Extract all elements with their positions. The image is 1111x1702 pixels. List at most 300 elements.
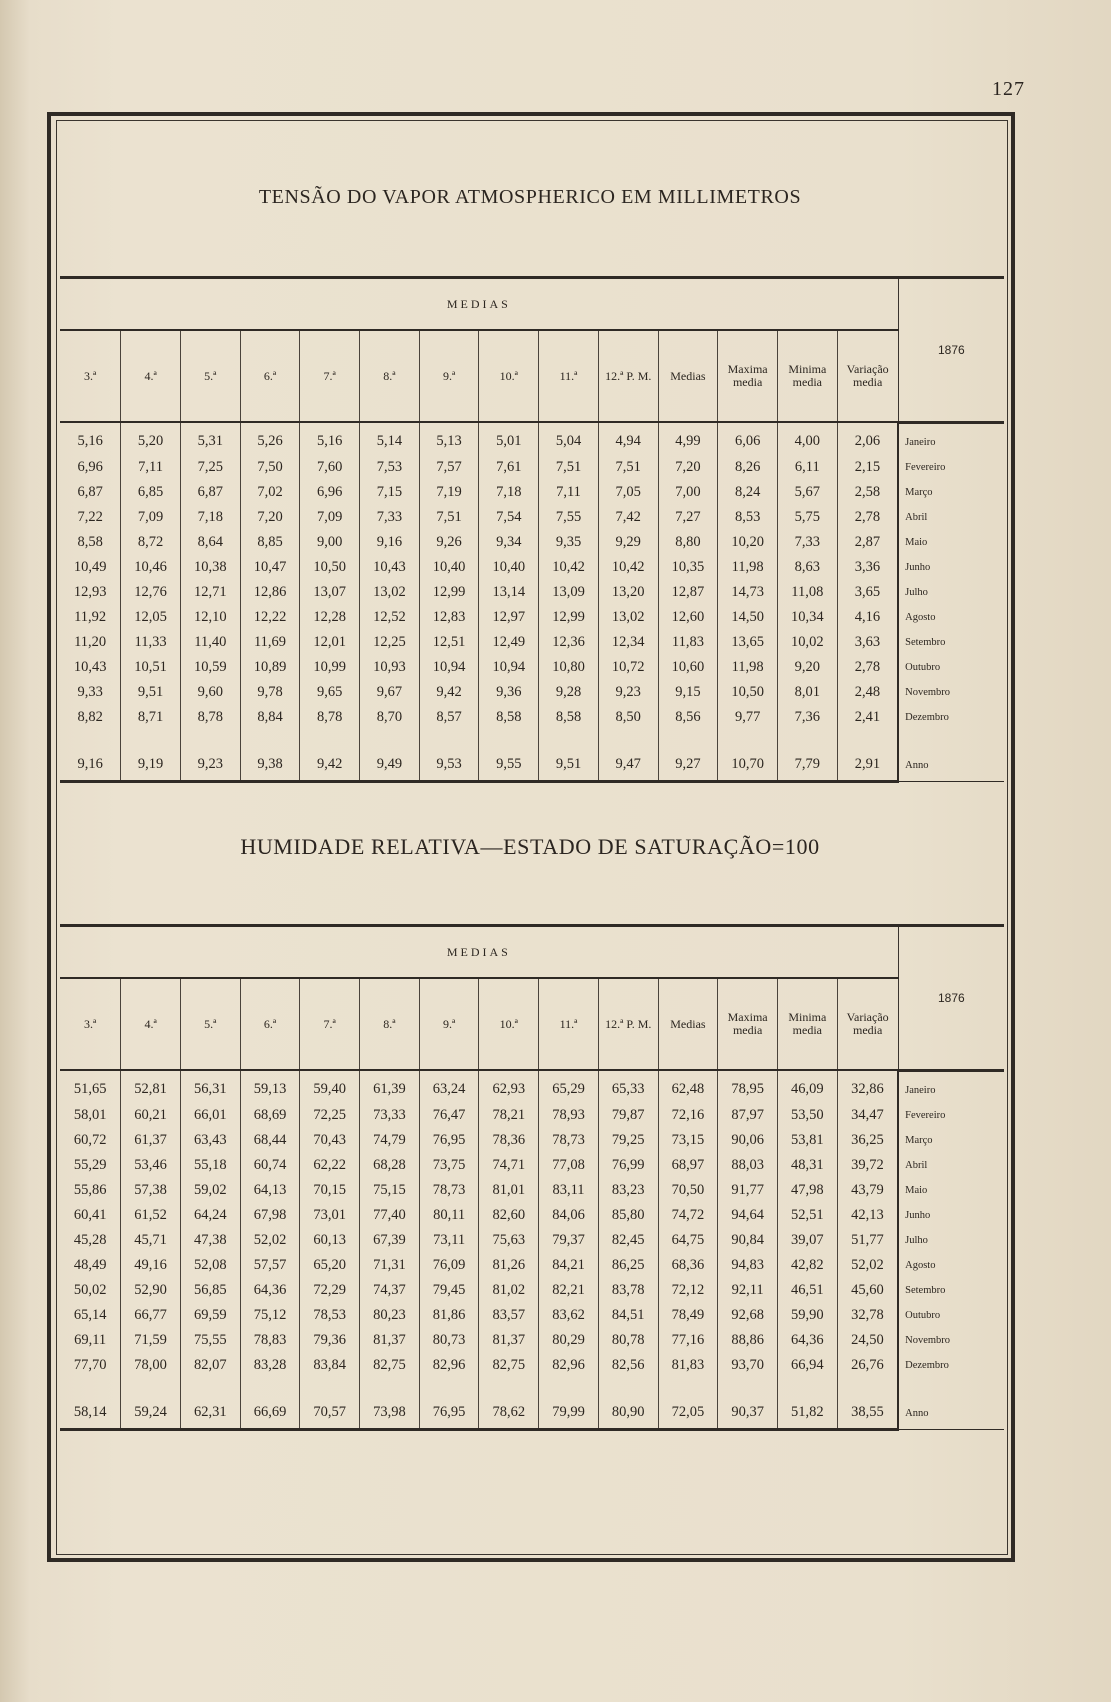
table-row [60, 555, 1004, 580]
month-label: Fevereiro [898, 455, 1004, 480]
table-cell: 82,96 [419, 1353, 479, 1378]
table-cell: 9,33 [77, 683, 103, 700]
table-cell: 9,78 [240, 680, 300, 705]
table-cell: 12,28 [300, 605, 360, 630]
table-cell: 7,53 [360, 455, 420, 480]
table-cell: 81,02 [479, 1278, 539, 1303]
table-cell: 2,91 [837, 750, 898, 782]
column-header: Minima media [777, 330, 837, 422]
table-cell: 8,57 [419, 705, 479, 730]
table-cell: 11,20 [74, 633, 107, 650]
table-cell: 76,47 [419, 1103, 479, 1128]
table-cell: 60,72 [73, 1131, 107, 1148]
annual-row [60, 750, 1004, 782]
table-cell: 68,44 [240, 1128, 300, 1153]
table-cell: 52,02 [837, 1253, 898, 1278]
table-cell: 51,82 [777, 1398, 837, 1430]
table-cell: 9,35 [539, 530, 599, 555]
table-cell: 74,37 [360, 1278, 420, 1303]
column-header: 7.ª [300, 978, 360, 1070]
table-cell: 6,06 [718, 422, 778, 455]
table-cell: 11,92 [74, 608, 107, 625]
table-cell: 60,41 [73, 1206, 107, 1223]
table-cell: 12,97 [479, 605, 539, 630]
table-cell: 7,11 [539, 480, 599, 505]
table-row [60, 1203, 1004, 1228]
table-cell: 70,57 [300, 1398, 360, 1430]
table-cell: 5,16 [77, 433, 103, 450]
table-cell: 10,02 [777, 630, 837, 655]
table-cell: 9,15 [658, 680, 718, 705]
month-label: Janeiro [898, 422, 1004, 455]
table-cell: 82,45 [598, 1228, 658, 1253]
table-cell: 66,77 [121, 1303, 181, 1328]
table-cell: 83,23 [598, 1178, 658, 1203]
table-cell: 92,68 [718, 1303, 778, 1328]
table-cell: 82,60 [479, 1203, 539, 1228]
table-row [60, 1278, 1004, 1303]
table-cell: 74,72 [658, 1203, 718, 1228]
table-cell: 46,51 [777, 1278, 837, 1303]
table-cell: 93,70 [718, 1353, 778, 1378]
column-header: 12.ª P. M. [598, 978, 658, 1070]
table-cell: 58,14 [60, 1398, 121, 1430]
medias-group-header: MEDIAS [60, 926, 898, 979]
table-cell: 9,20 [777, 655, 837, 680]
table-cell: 9,67 [360, 680, 420, 705]
table-cell: 61,52 [121, 1203, 181, 1228]
table-cell: 9,42 [300, 750, 360, 782]
table-cell: 7,18 [180, 505, 240, 530]
table-cell: 59,24 [121, 1398, 181, 1430]
table-cell: 76,09 [419, 1253, 479, 1278]
table-row [60, 1328, 1004, 1353]
table-cell: 5,16 [300, 422, 360, 455]
table-cell: 52,81 [121, 1070, 181, 1103]
table-cell: 77,40 [360, 1203, 420, 1228]
table-cell: 47,98 [777, 1178, 837, 1203]
table-cell: 12,86 [240, 580, 300, 605]
table-cell: 75,15 [360, 1178, 420, 1203]
table-cell: 73,33 [360, 1103, 420, 1128]
table-cell: 70,43 [300, 1128, 360, 1153]
table-cell: 9,16 [360, 530, 420, 555]
table-cell: 84,21 [539, 1253, 599, 1278]
table-cell: 83,28 [240, 1353, 300, 1378]
table-cell: 61,37 [121, 1128, 181, 1153]
table-cell: 48,31 [777, 1153, 837, 1178]
table-cell: 12,93 [73, 583, 107, 600]
table-cell: 91,77 [718, 1178, 778, 1203]
table-cell: 7,42 [598, 505, 658, 530]
table-cell: 3,65 [837, 580, 898, 605]
table-cell: 8,58 [479, 705, 539, 730]
table-row [60, 705, 1004, 730]
table-cell: 80,23 [360, 1303, 420, 1328]
table-cell: 5,31 [180, 422, 240, 455]
table-row [60, 605, 1004, 630]
table-cell: 10,99 [300, 655, 360, 680]
table-cell: 42,82 [777, 1253, 837, 1278]
table-cell: 78,73 [539, 1128, 599, 1153]
table-cell: 7,05 [598, 480, 658, 505]
table-cell: 47,38 [180, 1228, 240, 1253]
table-cell: 8,72 [121, 530, 181, 555]
month-label: Julho [898, 1228, 1004, 1253]
table-cell: 52,08 [180, 1253, 240, 1278]
table-cell: 81,37 [360, 1328, 420, 1353]
table-cell: 4,99 [658, 422, 718, 455]
table-cell: 38,55 [837, 1398, 898, 1430]
table-cell: 82,75 [360, 1353, 420, 1378]
table-cell: 8,64 [180, 530, 240, 555]
table-cell: 10,46 [121, 555, 181, 580]
table-cell: 6,87 [180, 480, 240, 505]
table-cell: 2,87 [837, 530, 898, 555]
table-cell: 77,70 [73, 1356, 107, 1373]
table-cell: 64,36 [240, 1278, 300, 1303]
table-cell: 56,31 [180, 1070, 240, 1103]
table-cell: 65,33 [598, 1070, 658, 1103]
table-cell: 7,61 [479, 455, 539, 480]
table-cell: 10,34 [777, 605, 837, 630]
annual-row [60, 1398, 1004, 1430]
table-cell: 7,50 [240, 455, 300, 480]
table-cell: 73,15 [658, 1128, 718, 1153]
column-header: 9.ª [419, 978, 479, 1070]
table-cell: 51,77 [837, 1228, 898, 1253]
table-cell: 5,26 [240, 422, 300, 455]
table-row [60, 1153, 1004, 1178]
table-cell: 90,84 [718, 1228, 778, 1253]
relative-humidity-title: HUMIDADE RELATIVA—ESTADO DE SATURAÇÃO=100 [240, 834, 820, 859]
column-header: Variação media [837, 330, 898, 422]
table-cell: 10,59 [180, 655, 240, 680]
table-cell: 13,07 [300, 580, 360, 605]
table-cell: 10,50 [300, 555, 360, 580]
table-cell: 10,94 [419, 655, 479, 680]
table-cell: 11,98 [718, 655, 778, 680]
table-cell: 9,60 [180, 680, 240, 705]
table-cell: 7,79 [777, 750, 837, 782]
table-cell: 73,11 [419, 1228, 479, 1253]
table-cell: 14,50 [718, 605, 778, 630]
table-cell: 46,09 [777, 1070, 837, 1103]
table-cell: 7,33 [777, 530, 837, 555]
table-cell: 12,87 [658, 580, 718, 605]
month-label: Março [898, 480, 1004, 505]
column-header: Medias [658, 978, 718, 1070]
table-row [60, 480, 1004, 505]
table-cell: 76,95 [419, 1128, 479, 1153]
table-cell: 55,29 [73, 1156, 107, 1173]
table-cell: 5,01 [479, 422, 539, 455]
month-label: Março [898, 1128, 1004, 1153]
table-cell: 12,25 [360, 630, 420, 655]
table-cell: 81,83 [658, 1353, 718, 1378]
table-cell: 8,58 [77, 533, 103, 550]
table-cell: 65,14 [73, 1306, 107, 1323]
table-cell: 13,65 [718, 630, 778, 655]
table-cell: 73,01 [300, 1203, 360, 1228]
table-cell: 81,37 [479, 1328, 539, 1353]
table-cell: 53,50 [777, 1103, 837, 1128]
table-cell: 12,76 [121, 580, 181, 605]
table-row [60, 1353, 1004, 1378]
table-cell: 79,45 [419, 1278, 479, 1303]
table-cell: 80,11 [419, 1203, 479, 1228]
column-header: 11.ª [539, 978, 599, 1070]
table-cell: 8,71 [121, 705, 181, 730]
table-cell: 8,58 [539, 705, 599, 730]
column-header: 4.ª [121, 978, 181, 1070]
table-cell: 68,28 [360, 1153, 420, 1178]
table-cell: 81,01 [479, 1178, 539, 1203]
month-label: Setembro [898, 1278, 1004, 1303]
table-cell: 9,51 [121, 680, 181, 705]
table-cell: 9,47 [598, 750, 658, 782]
column-header: 5.ª [180, 978, 240, 1070]
table-cell: 12,36 [539, 630, 599, 655]
table-cell: 69,11 [74, 1331, 107, 1348]
table-cell: 7,51 [539, 455, 599, 480]
table-cell: 9,26 [419, 530, 479, 555]
table-cell: 10,40 [479, 555, 539, 580]
table-cell: 13,14 [479, 580, 539, 605]
table-cell: 45,28 [73, 1231, 107, 1248]
month-label: Junho [898, 555, 1004, 580]
table-cell: 72,05 [658, 1398, 718, 1430]
table-cell: 6,96 [300, 480, 360, 505]
table-cell: 9,49 [360, 750, 420, 782]
table-cell: 7,11 [121, 455, 181, 480]
table-cell: 60,74 [240, 1153, 300, 1178]
table-cell: 4,16 [837, 605, 898, 630]
relative-humidity-table [60, 924, 1004, 1431]
table-cell: 2,78 [837, 655, 898, 680]
table-cell: 85,80 [598, 1203, 658, 1228]
table-cell: 12,99 [539, 605, 599, 630]
table-cell: 66,69 [240, 1398, 300, 1430]
table-cell: 75,63 [479, 1228, 539, 1253]
table-cell: 68,97 [658, 1153, 718, 1178]
table-cell: 39,72 [837, 1153, 898, 1178]
table-cell: 73,98 [360, 1398, 420, 1430]
table-cell: 81,26 [479, 1253, 539, 1278]
table-cell: 13,20 [598, 580, 658, 605]
table-cell: 64,36 [777, 1328, 837, 1353]
table-cell: 12,99 [419, 580, 479, 605]
table-cell: 3,36 [837, 555, 898, 580]
table-cell: 7,51 [419, 505, 479, 530]
table-row [60, 455, 1004, 480]
table-cell: 90,06 [718, 1128, 778, 1153]
table-cell: 53,46 [121, 1153, 181, 1178]
table-cell: 12,52 [360, 605, 420, 630]
table-cell: 80,78 [598, 1328, 658, 1353]
month-label: Setembro [898, 630, 1004, 655]
table-cell: 52,02 [240, 1228, 300, 1253]
table-cell: 32,78 [837, 1303, 898, 1328]
table-cell: 84,51 [598, 1303, 658, 1328]
month-label: Outubro [898, 1303, 1004, 1328]
table-cell: 79,36 [300, 1328, 360, 1353]
table-cell: 5,67 [777, 480, 837, 505]
medias-group-header: MEDIAS [60, 278, 898, 331]
table-cell: 11,08 [777, 580, 837, 605]
table-cell: 8,85 [240, 530, 300, 555]
month-label: Agosto [898, 605, 1004, 630]
table-cell: 55,18 [180, 1153, 240, 1178]
table-cell: 11,69 [240, 630, 300, 655]
table-cell: 12,34 [598, 630, 658, 655]
table-cell: 68,69 [240, 1103, 300, 1128]
table-cell: 10,47 [240, 555, 300, 580]
table-cell: 10,93 [360, 655, 420, 680]
table-cell: 57,57 [240, 1253, 300, 1278]
table-cell: 9,23 [180, 750, 240, 782]
table-cell: 59,90 [777, 1303, 837, 1328]
table-cell: 11,33 [121, 630, 181, 655]
table-cell: 9,53 [419, 750, 479, 782]
table-row [60, 580, 1004, 605]
table-cell: 75,55 [180, 1328, 240, 1353]
table-cell: 57,38 [121, 1178, 181, 1203]
column-header: 4.ª [121, 330, 181, 422]
table-row [60, 1303, 1004, 1328]
table-cell: 6,11 [777, 455, 837, 480]
table-cell: 73,75 [419, 1153, 479, 1178]
table-row [60, 1103, 1004, 1128]
table-cell: 71,31 [360, 1253, 420, 1278]
table-cell: 7,54 [479, 505, 539, 530]
table-cell: 70,50 [658, 1178, 718, 1203]
annual-label: Anno [898, 750, 1004, 782]
column-header: Maxima media [718, 330, 778, 422]
table-cell: 66,94 [777, 1353, 837, 1378]
table-cell: 26,76 [837, 1353, 898, 1378]
table-cell: 83,62 [539, 1303, 599, 1328]
table-cell: 83,78 [598, 1278, 658, 1303]
table-cell: 78,36 [479, 1128, 539, 1153]
table-cell: 7,25 [180, 455, 240, 480]
table-cell: 78,62 [479, 1398, 539, 1430]
table-cell: 9,38 [240, 750, 300, 782]
table-cell: 7,27 [658, 505, 718, 530]
table-cell: 10,80 [539, 655, 599, 680]
table-cell: 62,48 [658, 1070, 718, 1103]
table-cell: 8,50 [598, 705, 658, 730]
month-label: Abril [898, 1153, 1004, 1178]
table-cell: 13,09 [539, 580, 599, 605]
table-cell: 8,26 [718, 455, 778, 480]
table-cell: 34,47 [837, 1103, 898, 1128]
table-cell: 75,12 [240, 1303, 300, 1328]
table-cell: 79,25 [598, 1128, 658, 1153]
table-row [60, 1228, 1004, 1253]
table-cell: 10,42 [598, 555, 658, 580]
table-cell: 8,24 [718, 480, 778, 505]
table-cell: 6,87 [77, 483, 103, 500]
column-header: 9.ª [419, 330, 479, 422]
table-cell: 66,01 [180, 1103, 240, 1128]
month-label: Novembro [898, 1328, 1004, 1353]
table-cell: 9,55 [479, 750, 539, 782]
table-cell: 10,72 [598, 655, 658, 680]
table-cell: 42,13 [837, 1203, 898, 1228]
table-row [60, 1253, 1004, 1278]
table-cell: 94,83 [718, 1253, 778, 1278]
table-cell: 79,37 [539, 1228, 599, 1253]
month-label: Maio [898, 530, 1004, 555]
table-cell: 9,29 [598, 530, 658, 555]
table-cell: 78,95 [718, 1070, 778, 1103]
table-cell: 10,38 [180, 555, 240, 580]
table-cell: 9,34 [479, 530, 539, 555]
table-cell: 4,00 [777, 422, 837, 455]
month-label: Fevereiro [898, 1103, 1004, 1128]
column-header: 3.ª [60, 330, 121, 422]
column-header: 8.ª [360, 330, 420, 422]
table-cell: 12,22 [240, 605, 300, 630]
table-cell: 7,00 [658, 480, 718, 505]
table-cell: 78,73 [419, 1178, 479, 1203]
table-cell: 7,19 [419, 480, 479, 505]
table-cell: 7,36 [777, 705, 837, 730]
month-label: Julho [898, 580, 1004, 605]
table-cell: 82,96 [539, 1353, 599, 1378]
table-cell: 9,28 [539, 680, 599, 705]
table-cell: 76,99 [598, 1153, 658, 1178]
table-cell: 10,42 [539, 555, 599, 580]
month-label: Janeiro [898, 1070, 1004, 1103]
table-cell: 52,51 [777, 1203, 837, 1228]
table-cell: 74,79 [360, 1128, 420, 1153]
table-cell: 2,15 [837, 455, 898, 480]
column-header: 10.ª [479, 978, 539, 1070]
table-cell: 90,37 [718, 1398, 778, 1430]
table-cell: 2,41 [837, 705, 898, 730]
table-cell: 52,90 [121, 1278, 181, 1303]
vapor-tension-title: TENSÃO DO VAPOR ATMOSPHERICO EM MILLIMETROS [258, 186, 802, 208]
table-cell: 78,83 [240, 1328, 300, 1353]
table-cell: 65,29 [539, 1070, 599, 1103]
table-cell: 82,75 [479, 1353, 539, 1378]
table-cell: 56,85 [180, 1278, 240, 1303]
table-cell: 13,02 [360, 580, 420, 605]
table-cell: 7,20 [658, 455, 718, 480]
table-cell: 4,94 [598, 422, 658, 455]
year-header: 1876 [898, 278, 1004, 423]
table-cell: 5,20 [121, 422, 181, 455]
table-cell: 8,01 [777, 680, 837, 705]
table-cell: 74,71 [479, 1153, 539, 1178]
table-cell: 7,22 [77, 508, 103, 525]
table-cell: 62,31 [180, 1398, 240, 1430]
vapor-tension-table [60, 276, 1004, 783]
table-cell: 5,14 [360, 422, 420, 455]
table-cell: 9,16 [60, 750, 121, 782]
table-cell: 8,56 [658, 705, 718, 730]
table-cell: 62,22 [300, 1153, 360, 1178]
table-cell: 53,81 [777, 1128, 837, 1153]
table-cell: 10,40 [419, 555, 479, 580]
table-cell: 12,10 [180, 605, 240, 630]
column-header: 6.ª [240, 978, 300, 1070]
table-cell: 78,49 [658, 1303, 718, 1328]
table-cell: 11,98 [718, 555, 778, 580]
month-label: Dezembro [898, 705, 1004, 730]
